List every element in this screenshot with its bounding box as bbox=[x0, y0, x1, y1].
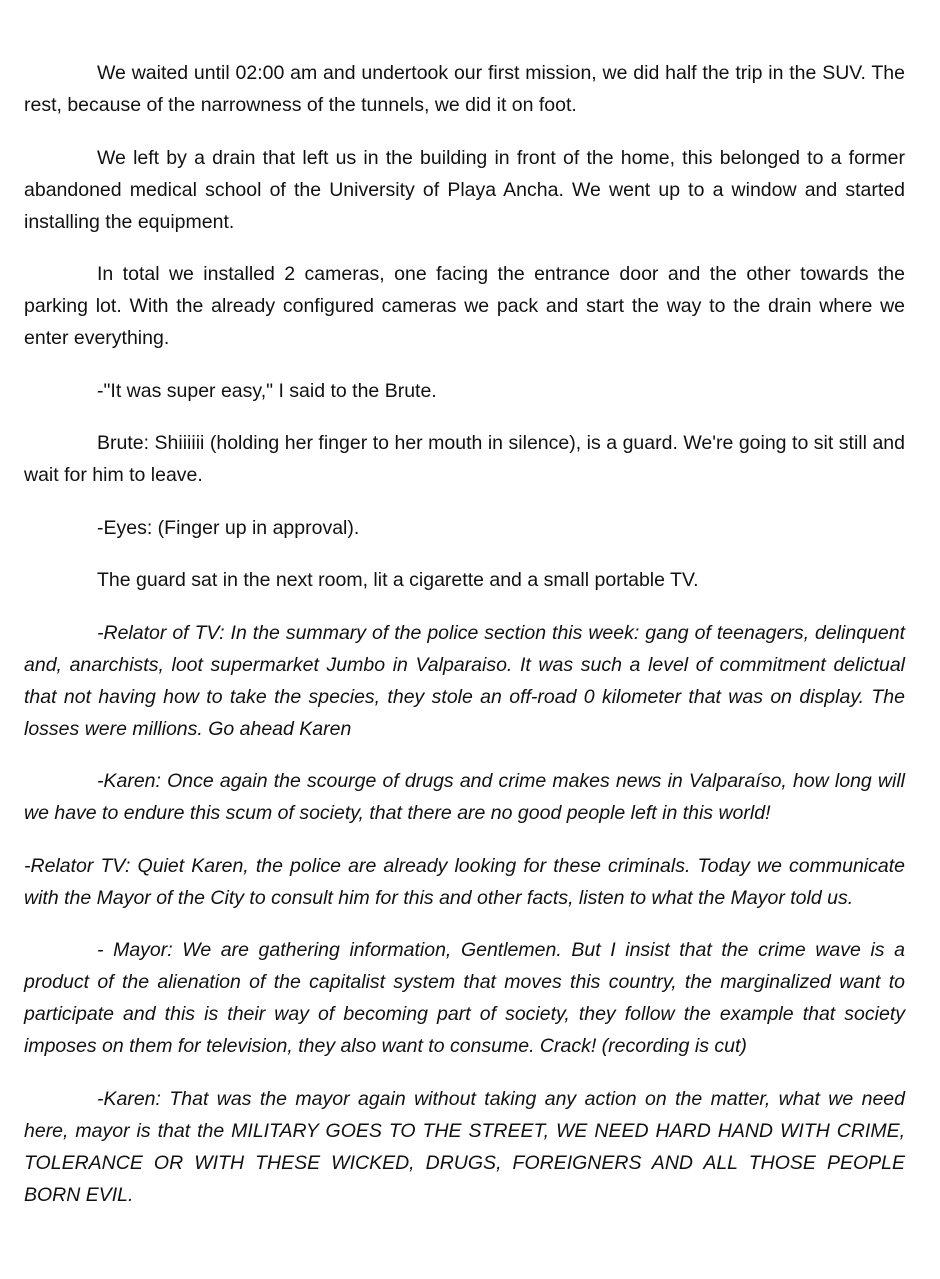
paragraph-brute: Brute: Shiiiiii (holding her finger to her mouth in silence), is a guard. We're going to sit still and wait for him to leave. bbox=[24, 432, 905, 486]
paragraph-cameras: In total we installed 2 cameras, one facing the entrance door and the other towards the parking lot. With the already configured cameras we pack and start the way to the drain where we enter everything. bbox=[24, 263, 905, 349]
paragraph-super-easy: -"It was super easy," I said to the Brute. bbox=[97, 379, 437, 402]
paragraph-karen: -Karen: Once again the scourge of drugs and crime makes news in Valparaíso, how long will we have to endure this scum of society, that there are no good people left in this world! bbox=[24, 770, 905, 824]
paragraph-guard: The guard sat in the next room, lit a cigarette and a small portable TV. bbox=[97, 569, 699, 591]
paragraph-mayor: - Mayor: We are gathering information, Gentlemen. But I insist that the crime wave is a product of the alienation of the capitalist system that moves this country, the marginalized want to participate and this is their way of becoming part of society, they follow the example that society imposes on them for television, they also want to consume. Crack! (recording is cut) bbox=[24, 939, 905, 1057]
paragraph-relator-tv: -Relator of TV: In the summary of the police section this week: gang of teenagers, delinquent and, anarchists, loot supermarket Jumbo in Valparaiso. It was such a level of commitment delictual that not having how to take the species, they stole an off-road 0 kilometer that was on display. The losses were millions. Go ahead Karen bbox=[24, 621, 905, 740]
paragraph-drain: We left by a drain that left us in the building in front of the home, this belonged to a former abandoned medical school of the University of Playa Ancha. We went up to a window and started installing the equipment. bbox=[24, 146, 905, 233]
paragraph-relator-tv-quiet: -Relator TV: Quiet Karen, the police are already looking for these criminals. Today we communicate with the Mayor of the City to consult him for this and other facts, listen to what the Mayor told us. bbox=[24, 854, 905, 909]
paragraph-karen-again: -Karen: That was the mayor again without taking any action on the matter, what we need here, mayor is that the MILITARY GOES TO THE STREET, WE NEED HARD HAND WITH CRIME, TOLERANCE OR WITH THESE WICKED, DRUGS, FOREIGNERS AND ALL THOSE PEOPLE BORN EVIL. bbox=[24, 1087, 905, 1206]
paragraph-eyes: -Eyes: (Finger up in approval). bbox=[97, 516, 360, 539]
document-page bbox=[24, 57, 905, 1211]
paragraph-mission: We waited until 02:00 am and undertook our first mission, we did half the trip in the SUV. The rest, because of the narrowness of the tunnels, we did it on foot. bbox=[24, 62, 905, 116]
